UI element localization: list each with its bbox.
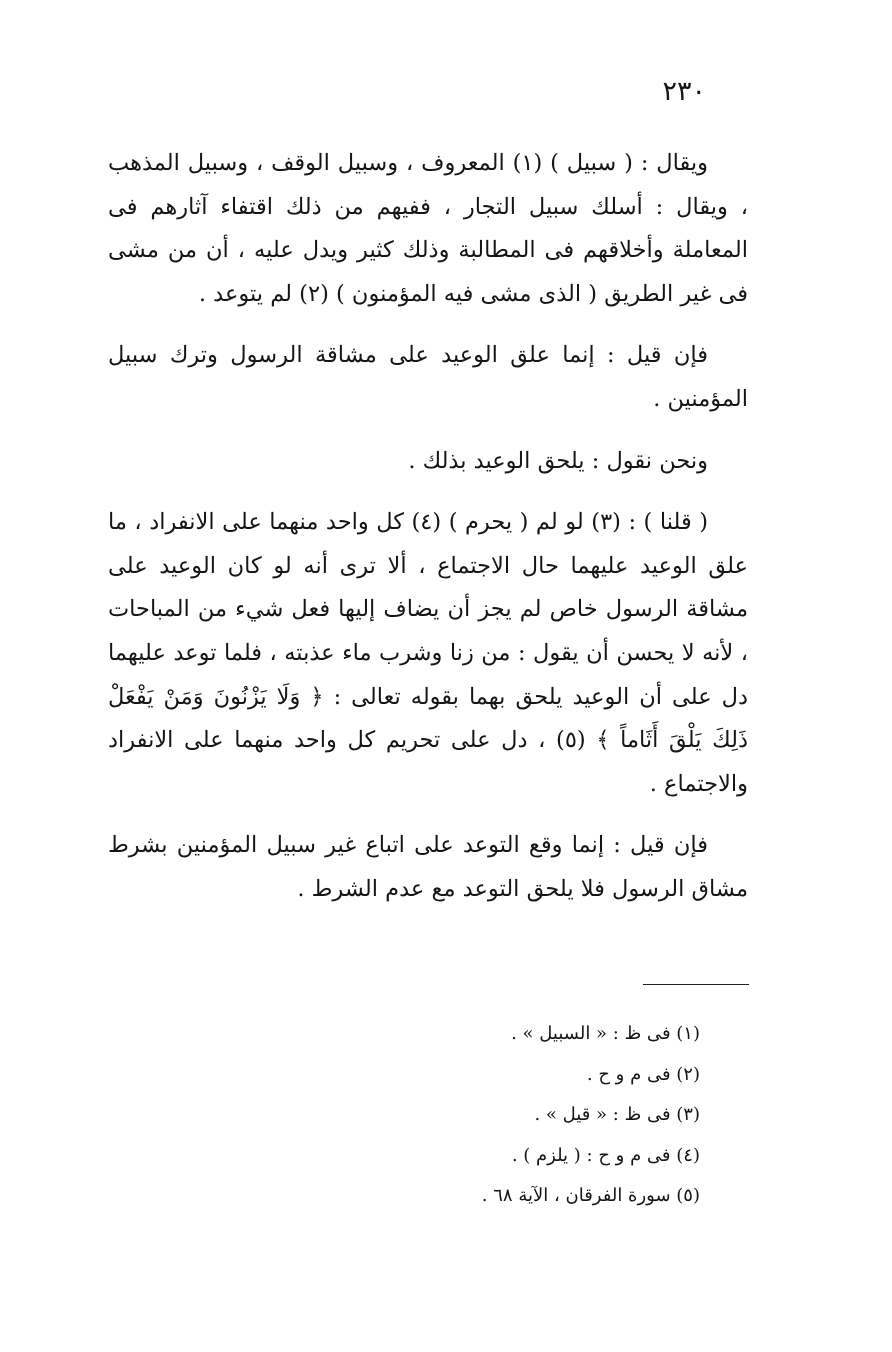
paragraph: فإن قيل : إنما علق الوعيد على مشاقة الرسول وترك سبيل المؤمنين . xyxy=(108,342,748,412)
paragraph: ( قلنا ) : (٣) لو لم ( يحرم ) (٤) كل واحد منهما على الانفراد ، ما علق الوعيد عليهما حال الاجتماع ، ألا ترى أنه لو كان الوعيد على مشاقة الرسول خاص لم يجز أن يضاف إليها فعل شيء من المباحات ، لأنه لا يحسن أن يقول : من زنا وشرب ماء عذبته ، فلما توعد عليهما دل على أن الوعيد يلحق بهما بقوله تعالى : ﴿ وَلَا يَزْنُونَ وَمَنْ يَفْعَلْ ذَلِكَ يَلْقَ أَثَاماً ﴾ (٥) ، دل على تحريم كل واحد منهما على الانفراد والاجتماع . xyxy=(108,509,748,797)
footnote-item: (٥) سورة الفرقان ، الآية ٦٨ . xyxy=(481,1185,700,1206)
footnote-item: (٣) فى ظ : « قيل » . xyxy=(534,1104,700,1125)
footnote-divider xyxy=(643,984,749,985)
paragraph: فإن قيل : إنما وقع التوعد على اتباع غير سبيل المؤمنين بشرط مشاق الرسول فلا يلحق التوعد مع عدم الشرط . xyxy=(108,832,748,902)
footnote-item: (٤) فى م و ح : ( يلزم ) . xyxy=(511,1144,700,1166)
footnote-item: (١) فى ظ : « السبيل » . xyxy=(511,1023,700,1044)
paragraph: ونحن نقول : يلحق الوعيد بذلك . xyxy=(408,447,708,474)
footnote-item: (٢) فى م و ح . xyxy=(586,1063,700,1085)
footnotes xyxy=(280,1014,700,1217)
paragraph: ويقال : ( سبيل ) (١) المعروف ، وسبيل الوقف ، وسبيل المذهب ، ويقال : أسلك سبيل التجار ، ففيهم من ذلك اقتفاء آثارهم فى المعاملة وأخلاقهم فى المطالبة وذلك كثير ويدل عليه ، أن من مشى فى غير الطريق ( الذى مشى فيه المؤمنون ) (٢) لم يتوعد . xyxy=(108,150,748,307)
page-number: ٢٣٠ xyxy=(662,76,706,107)
main-text xyxy=(108,142,748,930)
